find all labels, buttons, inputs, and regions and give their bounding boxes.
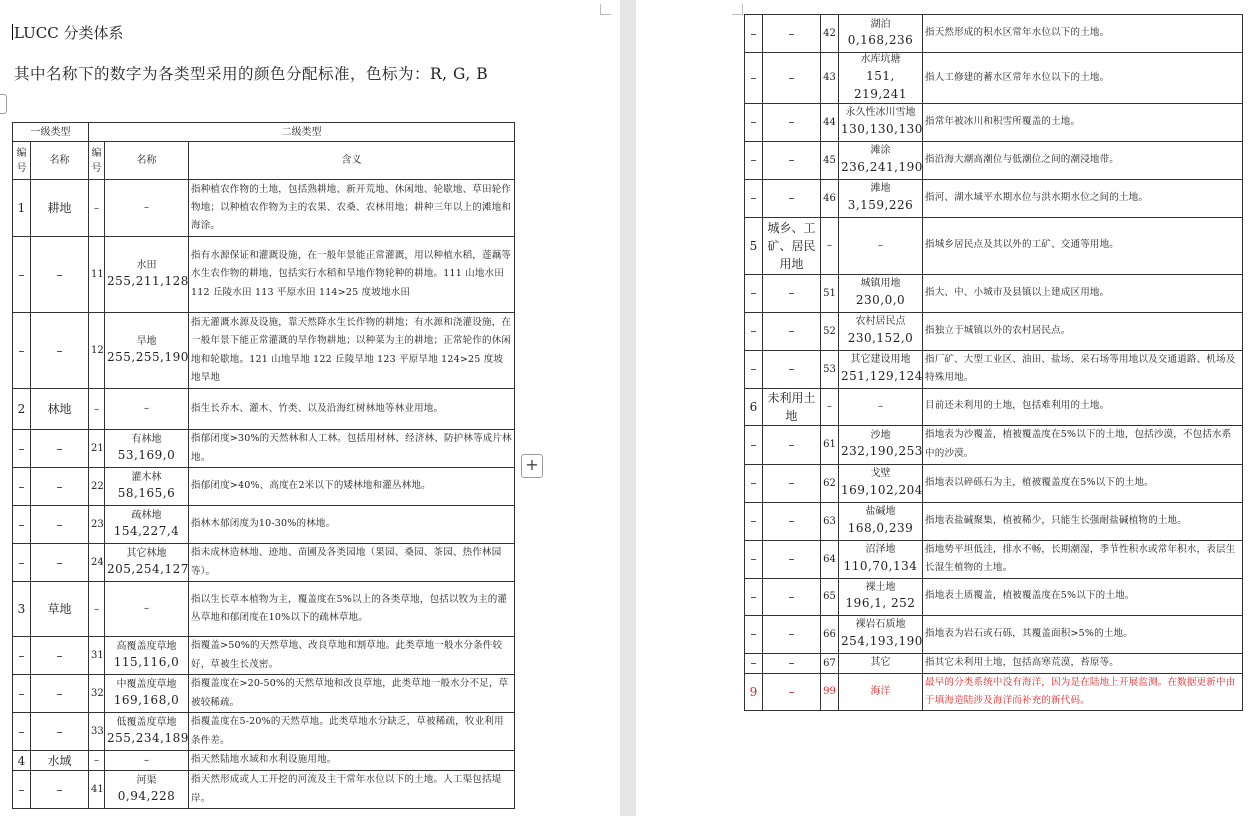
row-name2 (105, 180, 189, 237)
row-id2: 42 (821, 15, 839, 53)
row-id2: – (821, 388, 839, 425)
table-row (13, 430, 515, 468)
rgb-code: 168,0,239 (847, 520, 914, 535)
class-name: – (144, 603, 149, 615)
row-name1: – (31, 468, 89, 506)
class-name: 其它建设用地 (850, 354, 911, 366)
row-meaning: 指郁闭度>40%、高度在2米以下的矮林地和灌丛林地。 (189, 468, 515, 506)
table-row (13, 468, 515, 506)
class-name: – (144, 403, 149, 415)
row-meaning: 指有水源保证和灌溉设施，在一般年景能正常灌溉，用以种植水稻，莲藕等水生农作物的耕地，包括实行水稻和旱地作物轮种的耕地。111 山地水田 112 丘陵水田 113 平原水田 114>25 度坡地水田 (189, 237, 515, 313)
row-id1: – (13, 468, 31, 506)
class-name: 沙地 (870, 429, 891, 441)
row-name2 (839, 103, 923, 141)
row-name1: – (763, 615, 821, 653)
class-name: 农村居民点 (855, 316, 906, 328)
row-id2: – (89, 389, 105, 430)
row-name1: – (763, 15, 821, 53)
row-id2: 32 (89, 675, 105, 713)
table-row (13, 506, 515, 544)
class-name: 高覆盖度草地 (116, 640, 177, 652)
row-meaning: 指城乡居民点及其以外的工矿、交通等用地。 (923, 217, 1243, 274)
row-meaning: 指地表为沙覆盖，植被覆盖度在5%以下的土地，包括沙漠，不包括水系中的沙漠。 (923, 425, 1243, 464)
row-id1: – (13, 313, 31, 389)
table-row (745, 103, 1243, 141)
class-name: – (878, 400, 883, 412)
rgb-code: 58,165,6 (117, 486, 176, 501)
rgb-code: 236,241,190 (841, 159, 923, 174)
row-name1: 草地 (31, 582, 89, 637)
class-name: 沼泽地 (865, 544, 896, 556)
row-name1: – (31, 237, 89, 313)
rgb-code: 3,159,226 (847, 197, 914, 212)
row-meaning: 指覆盖度在5-20%的天然草地。此类草地水分缺乏，草被稀疏，牧业利用条件差。 (189, 713, 515, 751)
row-name1: 耕地 (31, 180, 89, 237)
row-name2 (105, 544, 189, 582)
row-name2 (839, 350, 923, 388)
row-id2: – (89, 180, 105, 237)
row-name2 (839, 578, 923, 615)
table-row (13, 713, 515, 751)
row-meaning: 指林木郁闭度为10-30%的林地。 (189, 506, 515, 544)
row-id1: – (745, 502, 763, 540)
rgb-code: 169,168,0 (113, 693, 180, 708)
row-id1: – (745, 312, 763, 350)
row-id1: – (13, 637, 31, 675)
row-name2 (839, 179, 923, 217)
row-id2: 43 (821, 53, 839, 104)
class-name: 其它 (870, 657, 891, 669)
row-meaning: 指地表以碎砾石为主，植被覆盖度在5%以下的土地。 (923, 464, 1243, 502)
row-id2: 22 (89, 468, 105, 506)
row-name2 (105, 389, 189, 430)
row-id1: – (745, 103, 763, 141)
table-row (745, 502, 1243, 540)
row-meaning: 指郁闭度>30%的天然林和人工林。包括用材林、经济林、防护林等成片林地。 (189, 430, 515, 468)
row-id2: 65 (821, 578, 839, 615)
row-id1: – (745, 425, 763, 464)
row-meaning: 目前还未利用的土地，包括难利用的土地。 (923, 388, 1243, 425)
row-id2: 41 (89, 771, 105, 809)
row-name1: – (763, 653, 821, 673)
table-row (745, 217, 1243, 274)
row-name2 (105, 313, 189, 389)
row-meaning: 指独立于城镇以外的农村居民点。 (923, 312, 1243, 350)
row-meaning: 指地表土质覆盖，植被覆盖度在5%以下的土地。 (923, 578, 1243, 615)
row-id1: – (745, 179, 763, 217)
class-name: – (144, 202, 149, 214)
document-page-right (636, 0, 1259, 816)
row-id2: 62 (821, 464, 839, 502)
row-id1: – (13, 771, 31, 809)
class-name: 戈壁 (870, 468, 891, 480)
table-row (745, 464, 1243, 502)
row-meaning: 指其它未利用土地，包括高寒荒漠，苔原等。 (923, 653, 1243, 673)
table-row (745, 53, 1243, 104)
row-name1: – (31, 637, 89, 675)
row-id2: – (89, 751, 105, 771)
row-meaning: 指天然陆地水域和水利设施用地。 (189, 751, 515, 771)
rgb-code: 196,1, 252 (845, 596, 916, 611)
header-level1: 一级类型 (13, 123, 89, 142)
header-id2: 编号 (89, 142, 105, 180)
row-meaning: 指无灌溉水源及设施，靠天然降水生长作物的耕地；有水源和浇灌设施，在一般年景下能正常灌溉的旱作物耕地；以种菜为主的耕地；正常轮作的休闲地和轮歇地。121 山地旱地 122 丘陵旱地 123 平原旱地 124>25 度坡地旱地 (189, 313, 515, 389)
row-name2 (105, 237, 189, 313)
page-corner-mark (600, 4, 611, 15)
rgb-code: 205,254,127 (107, 562, 189, 577)
row-name2 (839, 673, 923, 710)
row-name2 (105, 637, 189, 675)
document-subtitle: 其中名称下的数字为各类型采用的颜色分配标准，色标为：R, G, B (14, 65, 489, 83)
row-id2: 23 (89, 506, 105, 544)
row-id1: – (745, 615, 763, 653)
class-name: 湖泊 (870, 18, 891, 30)
row-name1: – (763, 673, 821, 710)
rgb-code: 230,0,0 (855, 292, 906, 307)
row-id2: 11 (89, 237, 105, 313)
table-row (13, 313, 515, 389)
row-id2: 52 (821, 312, 839, 350)
class-name: 河渠 (136, 774, 157, 786)
row-name2 (105, 713, 189, 751)
table-row (745, 540, 1243, 578)
table-row (745, 615, 1243, 653)
rgb-code: 0,94,228 (117, 789, 176, 804)
table-row (745, 141, 1243, 179)
class-name: 滩地 (870, 183, 891, 195)
row-meaning: 指天然形成或人工开挖的河流及主干常年水位以下的土地。人工渠包括堤岸。 (189, 771, 515, 809)
row-name1: – (763, 578, 821, 615)
row-name1: – (763, 425, 821, 464)
class-name: 旱地 (136, 335, 157, 347)
row-id1: – (13, 675, 31, 713)
table-row (13, 180, 515, 237)
row-name1: – (31, 675, 89, 713)
row-id1: 1 (13, 180, 31, 237)
row-name1: – (763, 274, 821, 312)
row-id1: – (13, 713, 31, 751)
class-name: 疏林地 (131, 509, 162, 521)
row-id1: – (745, 540, 763, 578)
row-name1: – (31, 544, 89, 582)
row-id2: 24 (89, 544, 105, 582)
row-name2 (839, 217, 923, 274)
class-name: 海洋 (870, 685, 891, 697)
row-id1: – (745, 350, 763, 388)
classification-table (12, 122, 515, 809)
row-name1: 水域 (31, 751, 89, 771)
class-name: 裸土地 (865, 581, 896, 593)
row-name2 (839, 425, 923, 464)
row-meaning: 指地表为岩石或石砾，其覆盖面积>5%的土地。 (923, 615, 1243, 653)
table-row (745, 425, 1243, 464)
row-id2: – (821, 217, 839, 274)
row-name2 (839, 388, 923, 425)
row-name1: – (31, 771, 89, 809)
rgb-code: 151, 219,241 (853, 68, 908, 101)
row-id2: 99 (821, 673, 839, 710)
row-name2 (839, 274, 923, 312)
rgb-code: 255,211,128 (107, 274, 189, 289)
class-name: 永久性冰川雪地 (845, 107, 916, 119)
row-id1: – (13, 506, 31, 544)
row-name1: 林地 (31, 389, 89, 430)
row-id2: – (89, 582, 105, 637)
table-row (745, 179, 1243, 217)
row-id1: – (745, 15, 763, 53)
row-name1: 未利用土地 (763, 388, 821, 425)
row-meaning: 指覆盖>50%的天然草地、改良草地和割草地。此类草地一般水分条件较好，草被生长茂密。 (189, 637, 515, 675)
row-id1: 5 (745, 217, 763, 274)
row-id2: 51 (821, 274, 839, 312)
class-name: 中覆盖度草地 (116, 678, 177, 690)
class-name: 灌木林 (131, 471, 162, 483)
row-id1: – (745, 53, 763, 104)
header-name2: 名称 (105, 142, 189, 180)
class-name: 其它林地 (126, 547, 167, 559)
class-name: – (878, 239, 883, 251)
table-row (745, 673, 1243, 710)
row-name1: – (763, 53, 821, 104)
table-row (745, 312, 1243, 350)
table-row (745, 653, 1243, 673)
rgb-code: 255,255,190 (107, 350, 189, 365)
table-row (13, 771, 515, 809)
row-name1: – (763, 350, 821, 388)
document-title (12, 22, 124, 43)
row-id1: – (13, 544, 31, 582)
row-meaning: 指厂矿、大型工业区、油田、盐场、采石场等用地以及交通道路、机场及特殊用地。 (923, 350, 1243, 388)
row-name2 (839, 615, 923, 653)
row-meaning: 指以生长草本植物为主，覆盖度在5%以上的各类草地，包括以牧为主的灌丛草地和郁闭度在10%以下的疏林草地。 (189, 582, 515, 637)
header-meaning: 含义 (189, 142, 515, 180)
classification-table-continued (744, 14, 1243, 711)
row-name2 (105, 582, 189, 637)
row-id2: 45 (821, 141, 839, 179)
row-name2 (105, 468, 189, 506)
row-id2: 67 (821, 653, 839, 673)
row-name2 (839, 540, 923, 578)
row-id2: 31 (89, 637, 105, 675)
row-id1: – (745, 653, 763, 673)
rgb-code: 154,227,4 (113, 524, 180, 539)
row-name2 (105, 430, 189, 468)
class-name: 有林地 (131, 433, 162, 445)
row-id2: 21 (89, 430, 105, 468)
class-name: 城镇用地 (860, 278, 901, 290)
row-meaning: 指沿海大潮高潮位与低潮位之间的潮浸地带。 (923, 141, 1243, 179)
class-name: 水田 (136, 259, 157, 271)
row-id1: 9 (745, 673, 763, 710)
row-id2: 64 (821, 540, 839, 578)
row-id1: 2 (13, 389, 31, 430)
rgb-code: 232,190,253 (841, 444, 923, 459)
row-id2: 66 (821, 615, 839, 653)
table-row (745, 388, 1243, 425)
rgb-code: 230,152,0 (847, 330, 914, 345)
row-name1: – (31, 713, 89, 751)
table-row (13, 237, 515, 313)
rgb-code: 115,116,0 (113, 655, 180, 670)
row-name2 (839, 464, 923, 502)
row-id2: 44 (821, 103, 839, 141)
rgb-code: 110,70,134 (843, 558, 918, 573)
margin-marker[interactable] (0, 94, 7, 114)
row-id1: 3 (13, 582, 31, 637)
rgb-code: 0,168,236 (847, 33, 914, 48)
row-name2 (839, 53, 923, 104)
row-name2 (105, 771, 189, 809)
row-meaning: 指地表盐碱聚集，植被稀少，只能生长强耐盐碱植物的土地。 (923, 502, 1243, 540)
table-row (745, 578, 1243, 615)
rgb-code: 169,102,204 (841, 482, 923, 497)
text-cursor (12, 24, 13, 40)
table-row (13, 389, 515, 430)
page-gap (620, 0, 636, 816)
row-name1: – (763, 464, 821, 502)
row-id1: 4 (13, 751, 31, 771)
row-id2: 12 (89, 313, 105, 389)
rgb-code: 255,234,189 (107, 731, 189, 746)
document-title-text: LUCC 分类体系 (14, 24, 124, 42)
row-id1: – (13, 430, 31, 468)
header-name1: 名称 (31, 142, 89, 180)
row-id2: 53 (821, 350, 839, 388)
class-name: 低覆盖度草地 (116, 716, 177, 728)
row-name2 (839, 653, 923, 673)
row-name2 (839, 502, 923, 540)
table-row (745, 274, 1243, 312)
row-id1: 6 (745, 388, 763, 425)
row-name1: – (763, 103, 821, 141)
class-name: – (144, 754, 149, 766)
row-id1: – (745, 578, 763, 615)
row-meaning: 指地势平坦低洼，排水不畅，长期潮湿，季节性积水或常年积水，表层生长湿生植物的土地。 (923, 540, 1243, 578)
table-row (13, 637, 515, 675)
rgb-code: 254,193,190 (841, 633, 923, 648)
class-name: 盐碱地 (865, 506, 896, 518)
row-id1: – (13, 237, 31, 313)
document-page-left (0, 0, 620, 816)
row-name2 (839, 141, 923, 179)
rgb-code: 251,129,124 (841, 368, 923, 383)
row-name1: – (31, 506, 89, 544)
rgb-code: 53,169,0 (117, 448, 176, 463)
row-meaning: 指未成林造林地、迹地、苗圃及各类园地（果园、桑园、茶园、热作林园等）。 (189, 544, 515, 582)
table-row (13, 675, 515, 713)
row-name1: – (763, 179, 821, 217)
header-id1: 编号 (13, 142, 31, 180)
table-row (13, 544, 515, 582)
table-row (13, 582, 515, 637)
class-name: 裸岩石质地 (855, 619, 906, 631)
page-corner-mark (732, 4, 743, 15)
table-row (745, 15, 1243, 53)
row-name1: – (763, 141, 821, 179)
row-meaning: 指大、中、小城市及县镇以上建成区用地。 (923, 274, 1243, 312)
row-name2 (105, 675, 189, 713)
row-name2 (839, 15, 923, 53)
row-name2 (839, 312, 923, 350)
row-name1: – (31, 313, 89, 389)
row-id1: – (745, 141, 763, 179)
row-meaning: 指天然形成的积水区常年水位以下的土地。 (923, 15, 1243, 53)
row-name1: 城乡、工矿、居民用地 (763, 217, 821, 274)
row-id2: 33 (89, 713, 105, 751)
row-id1: – (745, 464, 763, 502)
row-name1: – (763, 502, 821, 540)
class-name: 水库坑塘 (860, 54, 901, 65)
row-id2: 63 (821, 502, 839, 540)
row-meaning: 指常年被冰川和积雪所覆盖的土地。 (923, 103, 1243, 141)
row-name1: – (31, 430, 89, 468)
row-meaning: 最早的分类系统中没有海洋，因为是在陆地上开展监测。在数据更新中由于填海造陆涉及海洋而补充的新代码。 (923, 673, 1243, 710)
row-id2: 61 (821, 425, 839, 464)
row-meaning: 指生长乔木、灌木、竹类、以及沿海红树林地等林业用地。 (189, 389, 515, 430)
rgb-code: 130,130,130 (841, 121, 923, 136)
header-level2: 二级类型 (89, 123, 515, 142)
row-meaning: 指人工修建的蓄水区常年水位以下的土地。 (923, 53, 1243, 104)
row-name2 (105, 751, 189, 771)
table-row (13, 751, 515, 771)
class-name: 滩涂 (870, 145, 891, 157)
add-row-button[interactable]: + (521, 454, 543, 478)
row-id2: 46 (821, 179, 839, 217)
row-name2 (105, 506, 189, 544)
table-row (745, 350, 1243, 388)
row-id1: – (745, 274, 763, 312)
row-meaning: 指覆盖度在>20-50%的天然草地和改良草地，此类草地一般水分不足，草被较稀疏。 (189, 675, 515, 713)
row-name1: – (763, 540, 821, 578)
row-name1: – (763, 312, 821, 350)
row-meaning: 指河、湖水域平水期水位与洪水期水位之间的土地。 (923, 179, 1243, 217)
row-meaning: 指种植农作物的土地，包括熟耕地、新开荒地、休闲地、轮歇地、草田轮作物地；以种植农作物为主的农果、农桑、农林用地；耕种三年以上的滩地和海涂。 (189, 180, 515, 237)
